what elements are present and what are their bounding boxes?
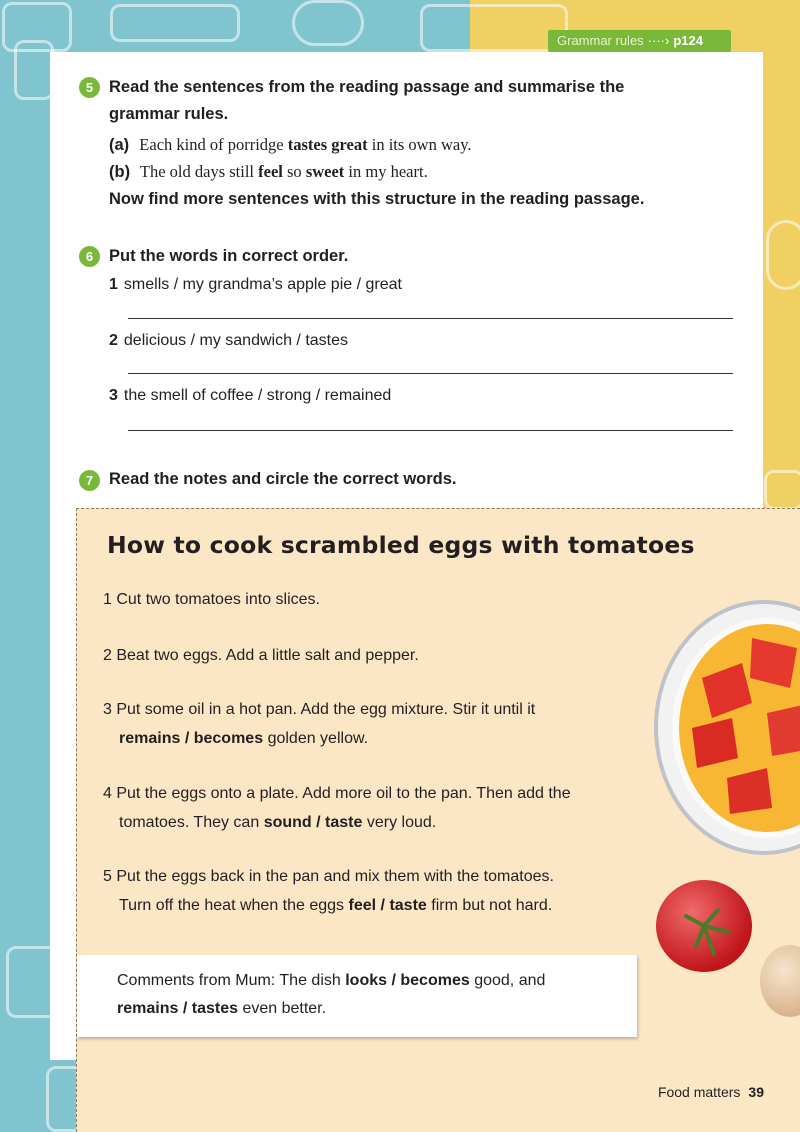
comments-pre: Comments from Mum: The dish [117,972,341,989]
recipe-step-3-line2 [103,724,535,753]
grammar-rules-label: Grammar rules [557,33,644,48]
answer-line-2[interactable] [128,373,733,374]
step-4-slash: / [316,814,321,831]
comments-option-remains[interactable]: remains [117,1000,179,1017]
scrambled-eggs-tomatoes-image [672,618,800,838]
example-sentence-a [109,131,472,159]
example-a-tag: (a) [109,136,130,154]
example-sentence-b [109,158,428,186]
doodle-books-icon [110,4,240,42]
step-5-option-taste[interactable]: taste [389,897,427,914]
order-item-3-number: 3 [109,387,118,404]
order-item-2-number: 2 [109,332,118,349]
order-item-1-number: 1 [109,276,118,293]
exercise-number-6: 6 [79,246,100,267]
step-5-pre: Turn off the heat when the eggs [119,897,345,914]
page-number: 39 [748,1084,764,1100]
example-b-pre: The old days still [139,162,255,181]
recipe-step-2: 2 Beat two eggs. Add a little salt and pepper. [103,647,419,664]
recipe-step-5-line1: 5 Put the eggs back in the pan and mix them with the tomatoes. [103,868,554,885]
comments-option-becomes[interactable]: becomes [400,972,470,989]
exercise-6-instruction: Put the words in correct order. [109,247,349,265]
order-item-2 [109,329,348,353]
recipe-step-5 [103,862,554,920]
step-3-option-remains[interactable]: remains [119,730,181,747]
recipe-step-4-line2 [103,808,571,837]
doodle-speech-bubble-icon [292,0,364,46]
order-item-3 [109,384,391,408]
eggs-tomatoes-icon [672,618,800,838]
example-b-post: in my heart. [348,162,428,181]
answer-line-1[interactable] [128,318,733,319]
example-b-bold1: feel [258,162,283,181]
comments-slash-1: / [391,972,396,989]
step-4-option-sound[interactable]: sound [263,814,312,831]
exercise-5-instruction [109,74,624,128]
recipe-step-4-line1: 4 Put the eggs onto a plate. Add more oil to the pan. Then add the [103,785,571,802]
comments-end: even better. [242,1000,327,1017]
page-footer [658,1084,764,1100]
recipe-step-5-line2 [103,891,554,920]
example-a-post: in its own way. [371,135,472,154]
recipe-step-4 [103,779,571,837]
recipe-step-3-line1: 3 Put some oil in a hot pan. Add the egg mixture. Stir it until it [103,701,536,718]
step-5-end: firm but not hard. [431,897,553,914]
recipe-step-3 [103,695,535,753]
grammar-rules-tab[interactable] [548,30,731,52]
example-a-bold: tastes great [287,135,368,154]
mum-comments-box [77,955,637,1037]
recipe-title: How to cook scrambled eggs with tomatoes [107,531,695,559]
order-item-1 [109,273,402,297]
grammar-rules-page: p124 [673,33,703,48]
exercise-5-instruction-line2: grammar rules. [109,105,229,123]
exercise-5-find-more: Now find more sentences with this structure in the reading passage. [109,190,645,208]
order-item-1-text: smells / my grandma’s apple pie / great [123,276,402,293]
step-5-slash: / [380,897,385,914]
comments-option-looks[interactable]: looks [345,972,388,989]
comments-slash-2: / [182,1000,188,1017]
recipe-step-1: 1 Cut two tomatoes into slices. [103,591,320,608]
tomato-image [656,880,752,972]
step-3-option-becomes[interactable]: becomes [193,730,264,747]
step-3-slash: / [184,730,190,747]
answer-line-3[interactable] [128,430,733,431]
exercise-7-instruction: Read the notes and circle the correct words. [109,470,457,488]
step-4-end: very loud. [366,814,437,831]
exercise-5-instruction-line1: Read the sentences from the reading passage and summarise the [109,78,625,96]
doodle-notebook-icon [14,40,54,100]
order-item-2-text: delicious / my sandwich / tastes [123,332,348,349]
example-a-pre: Each kind of porridge [139,135,284,154]
exercise-number-5: 5 [79,77,100,98]
exercise-number-7: 7 [79,470,100,491]
tomato-stem-icon [656,880,752,972]
example-b-tag: (b) [109,163,131,181]
arrow-icon: ····› [647,33,670,48]
step-4-option-taste[interactable]: taste [325,814,363,831]
example-b-mid: so [287,162,302,181]
doodle-tag-icon [420,4,568,52]
step-5-option-feel[interactable]: feel [348,897,377,914]
footer-section-title: Food matters [657,1084,741,1100]
step-3-end: golden yellow. [267,730,369,747]
doodle-diary-icon [764,470,800,510]
step-4-pre: tomatoes. They can [119,814,260,831]
comments-option-tastes[interactable]: tastes [191,1000,238,1017]
order-item-3-text: the smell of coffee / strong / remained [123,387,392,404]
comments-mid: good, and [474,972,546,989]
example-b-bold2: sweet [305,162,345,181]
doodle-right-icon [766,220,800,290]
